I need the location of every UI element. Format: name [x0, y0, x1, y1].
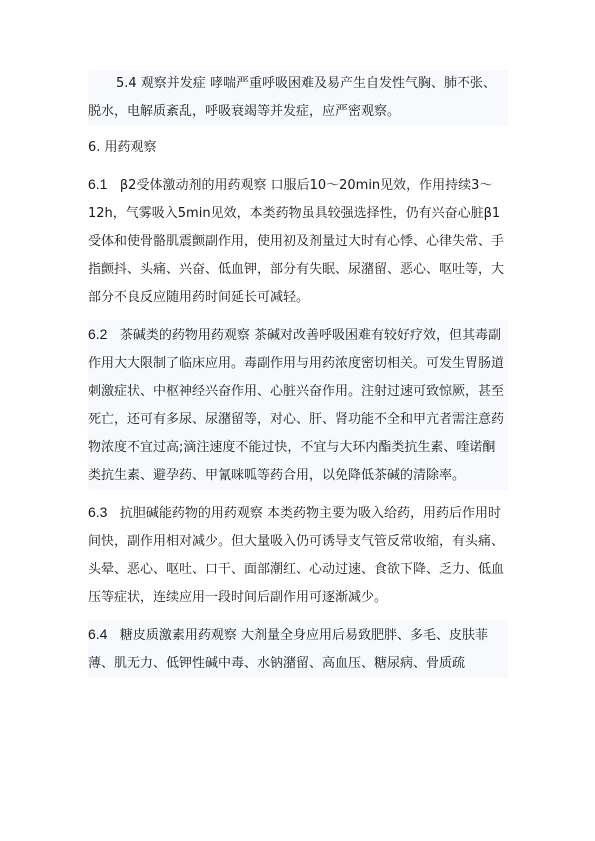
paragraph-5-4	[88, 70, 508, 126]
paragraph-6-1-text: β2受体激动剂的用药观察 口服后10～20min见效，作用持续3～12h，气雾吸入5min见效，本类药物虽具较强选择性，仍有兴奋心脏β1受体和使骨骼肌震颤副作用，使用初及剂量过大时有心悸、心律失常、手指颤抖、头痛、兴奋、低血钾，部分有失眠、尿潴留、恶心、呕吐等，大部分不良反应随用药时间延长可减轻。	[88, 178, 505, 305]
section-number-6-3: 6.3	[88, 504, 108, 520]
section-6-3	[88, 498, 508, 612]
paragraph-6-4	[88, 620, 508, 678]
section-6-1	[88, 170, 508, 312]
paragraph-5-4-text: 5.4 观察并发症 哮喘严重呼吸困难及易产生自发性气胸、肺不张、脱水，电解质紊乱，呼吸衰竭等并发症，应严密观察。	[88, 76, 496, 119]
paragraph-6-3	[88, 498, 508, 612]
section-number-6-2: 6.2	[88, 326, 108, 342]
document-page	[88, 70, 508, 678]
paragraph-6-2	[88, 320, 508, 490]
paragraph-6-3-text: 抗胆碱能药物的用药观察 本类药物主要为吸入给药，用药后作用时间快，副作用相对减少。但大量吸入仍可诱导支气管反常收缩，有头痛、头晕、恶心、呕吐、口干、面部潮红、心动过速、食欲下降、乏力、低血压等症状，连续应用一段时间后副作用可逐渐减少。	[88, 506, 505, 605]
section-heading-6	[88, 134, 508, 162]
section-heading-6-text: 6. 用药观察	[88, 140, 157, 155]
section-6-4	[88, 620, 508, 678]
paragraph-6-2-text: 茶碱类的药物用药观察 茶碱对改善呼吸困难有较好疗效，但其毒副作用大大限制了临床应用。毒副作用与用药浓度密切相关。可发生胃肠道刺激症状、中枢神经兴奋作用、心脏兴奋作用。注射过速可致惊厥，甚至死亡，还可有多尿、尿潴留等，对心、肝、肾功能不全和甲亢者需注意药物浓度不宜过高;滴注速度不能过快，不宜与大环内酯类抗生素、喹诺酮类抗生素、避孕药、甲氰咪呱等药合用，以免降低茶碱的清除率。	[88, 328, 505, 483]
section-number-6-1: 6.1	[88, 176, 108, 192]
section-number-6-4: 6.4	[88, 626, 108, 642]
section-6-2	[88, 320, 508, 490]
paragraph-6-4-text: 糖皮质激素用药观察 大剂量全身应用后易致肥胖、多毛、皮肤菲薄、肌无力、低钾性碱中毒、水钠潴留、高血压、糖尿病、骨质疏	[88, 628, 489, 671]
paragraph-6-1	[88, 170, 508, 312]
